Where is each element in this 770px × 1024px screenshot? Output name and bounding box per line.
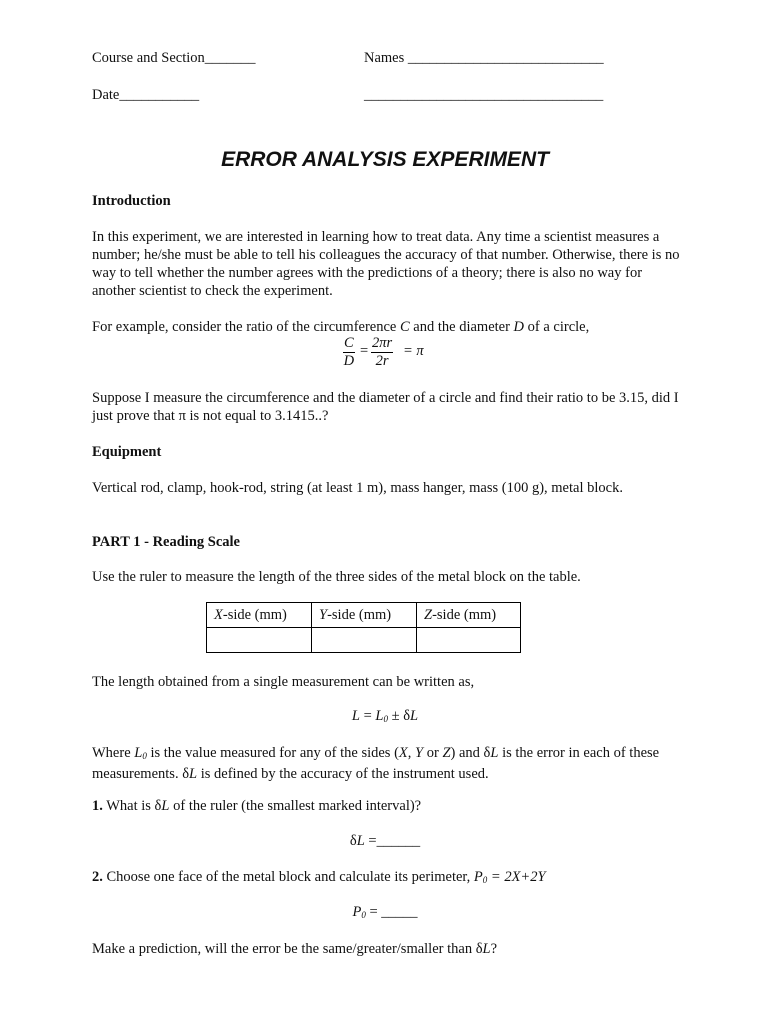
part1-heading: PART 1 - Reading Scale [92,534,240,550]
header-y-side [312,603,417,628]
where-text-7: is defined by the accuracy of the instrument used. [197,766,489,782]
example-text-a: For example, consider the ratio of the circumference [92,319,400,335]
where-text-3: , [407,745,416,761]
question-1 [92,797,692,815]
prediction-text-b: ? [490,941,498,957]
header-y-rest: -side (mm) [327,606,392,623]
equals-pi: = π [403,343,424,359]
where-text-5: ) and δ [450,745,491,761]
question-1-number: 1. [92,798,103,814]
fraction-numerator-c: C [344,335,354,351]
fraction-c-over-d [343,335,355,370]
where-l-sub: 0 [142,751,147,761]
page-title: ERROR ANALYSIS EXPERIMENT [221,148,549,171]
header-y-var: Y [319,606,328,623]
cell-z-value[interactable] [417,628,521,653]
fraction-2pir-over-2r [371,335,393,370]
var-d: D [513,319,525,335]
equals-sign: = [360,343,369,359]
table-header-row [207,603,521,628]
equipment-heading: Equipment [92,444,162,460]
where-l3: L [189,766,198,782]
prediction-text [92,940,692,958]
equipment-text: Vertical rod, clamp, hook-rod, string (at least 1 m), mass hanger, mass (100 g), metal block. [92,480,623,496]
where-text-4: or [423,745,443,761]
where-paragraph [92,744,662,783]
example-text-c: of a circle, [524,319,590,335]
prediction-text-a: Make a prediction, will the error be the same/greater/smaller than δ [92,941,483,957]
answer-blank: =______ [364,833,421,849]
header-z-var: Z [424,606,433,623]
names-field-line2: _________________________________ [364,87,604,103]
eq-l0-sub: 0 [383,714,388,724]
cell-x-value[interactable] [207,628,312,653]
suppose-paragraph: Suppose I measure the circumference and the diameter of a circle and find their ratio to be 3.15, did I just prove that π is not equal to 3.1415..? [92,390,679,424]
question-1-text-b: of the ruler (the smallest marked interval)? [169,798,422,814]
prediction-l: L [482,941,491,957]
header-z-side [417,603,521,628]
date-field: Date___________ [92,87,200,103]
where-text-2: is the value measured for any of the sides ( [146,745,399,761]
question-2 [92,868,692,889]
question-2-p: P [473,869,483,885]
example-paragraph [92,318,692,336]
fraction-denominator-d: D [343,353,355,369]
header-x-var: X [214,606,223,623]
where-y: Y [415,745,424,761]
perimeter-p-sub: 0 [361,910,366,920]
course-section-field: Course and Section_______ [92,50,256,66]
where-l2: L [490,745,499,761]
cell-y-value[interactable] [312,628,417,653]
perimeter-p: P [352,904,362,920]
question-1-text-a: What is δ [102,798,162,814]
eq-l2: L [410,708,419,724]
where-text-6: is the error in each of these measurements. δ [92,745,660,782]
single-measurement-text: The length obtained from a single measurement can be written as, [92,674,475,690]
where-z: Z [442,745,451,761]
table-row [207,628,521,653]
where-l: L [134,745,143,761]
answer-l: L [356,833,365,849]
eq-equals: = [359,708,376,724]
question-2-text-b: = 2X+2Y [487,869,546,885]
var-c: C [400,319,410,335]
header-x-side [207,603,312,628]
part1-instruction: Use the ruler to measure the length of the three sides of the metal block on the table. [92,569,581,585]
introduction-heading: Introduction [92,193,171,209]
perimeter-answer[interactable] [0,904,770,921]
fraction-denominator-2r: 2r [375,353,389,369]
question-1-l: L [161,798,170,814]
where-x: X [398,745,408,761]
eq-l: L [351,708,360,724]
question-1-answer[interactable] [0,833,770,850]
answer-delta: δ [349,833,357,849]
where-text-1: Where [92,745,135,761]
eq-pm: ± δ [387,708,411,724]
equation-l [0,708,770,725]
header-x-rest: -side (mm) [222,606,287,623]
measurement-table [206,602,521,653]
eq-l0: L [375,708,384,724]
fraction-numerator-2pir: 2πr [372,335,393,351]
example-text-b: and the diameter [409,319,514,335]
header-z-rest: -side (mm) [432,606,497,623]
question-2-number: 2. [92,869,103,885]
question-2-text-a: Choose one face of the metal block and calculate its perimeter, [102,869,474,885]
question-2-p-sub: 0 [482,875,488,885]
perimeter-blank: = _____ [365,904,418,920]
introduction-paragraph: In this experiment, we are interested in learning how to treat data. Any time a scientist measures a number; he/she must be able to tell his colleagues the accuracy of that number. Otherwise, there is no way to tell whether the number agrees with the predictions of a theory; there is also no way for another scientist to check the experiment. [92,229,680,299]
names-field: Names ___________________________ [364,50,604,66]
